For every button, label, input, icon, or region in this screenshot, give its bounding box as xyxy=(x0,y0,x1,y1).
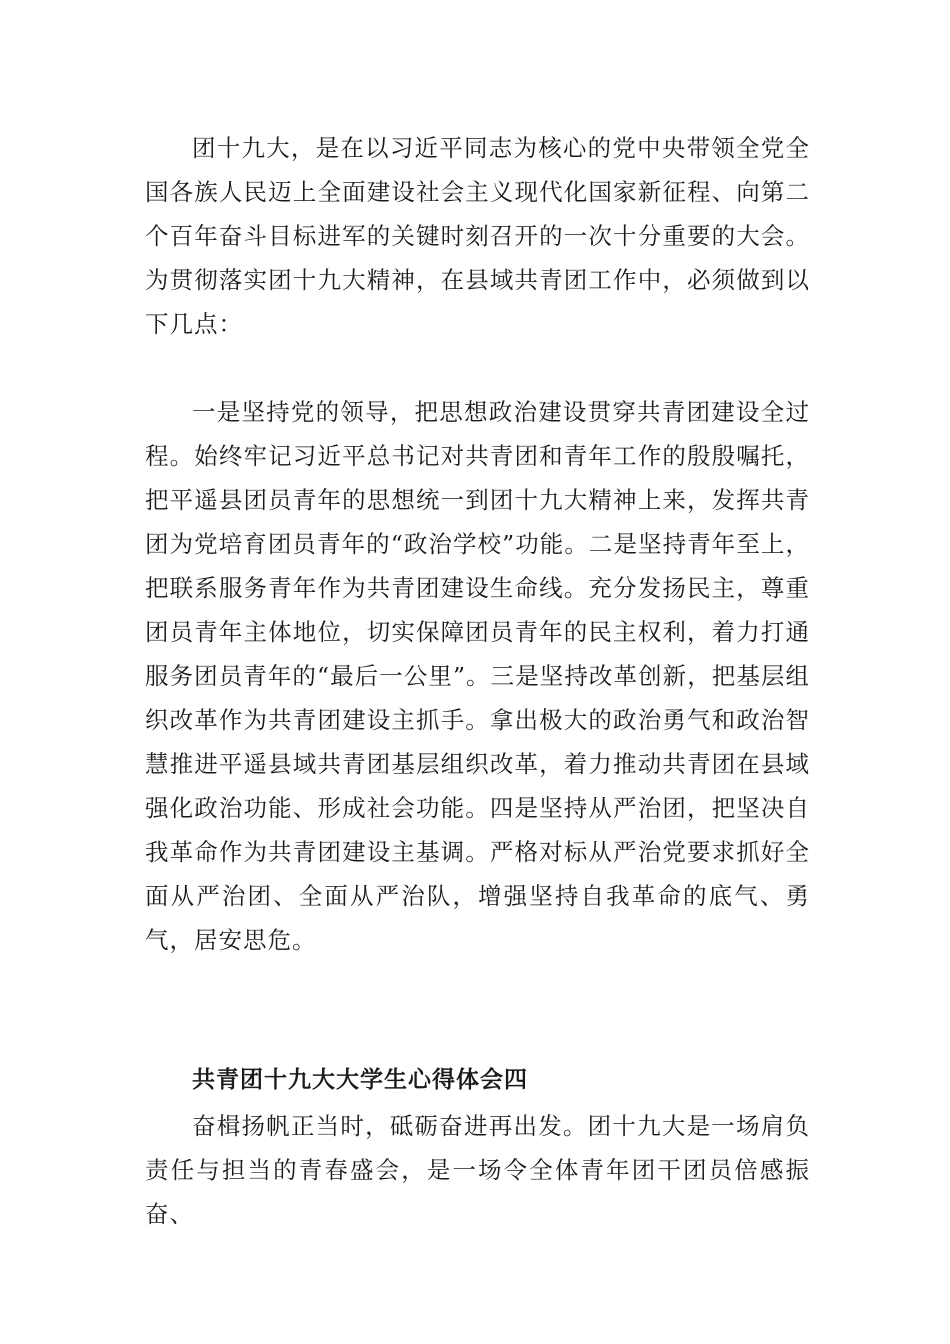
paragraph-intro-block xyxy=(145,126,810,346)
paragraph-points-block xyxy=(145,390,810,962)
paragraph-final-block xyxy=(145,1104,810,1236)
paragraph-points: 一是坚持党的领导，把思想政治建设贯穿共青团建设全过程。始终牢记习近平总书记对共青团和青年工作的殷殷嘱托，把平遥县团员青年的思想统一到团十九大精神上来，发挥共青团为党培育团员青年的“政治学校”功能。二是坚持青年至上，把联系服务青年作为共青团建设生命线。充分发扬民主，尊重团员青年主体地位，切实保障团员青年的民主权利，着力打通服务团员青年的“最后一公里”。三是坚持改革创新，把基层组织改革作为共青团建设主抓手。拿出极大的政治勇气和政治智慧推进平遥县域共青团基层组织改革，着力推动共青团在县域强化政治功能、形成社会功能。四是坚持从严治团，把坚决自我革命作为共青团建设主基调。严格对标从严治党要求抓好全面从严治团、全面从严治队，增强坚持自我革命的底气、勇气，居安思危。 xyxy=(145,398,810,954)
section-heading: 共青团十九大大学生心得体会四 xyxy=(192,1067,528,1093)
paragraph-final: 奋楫扬帆正当时，砥砺奋进再出发。团十九大是一场肩负责任与担当的青春盛会，是一场令全体青年团干团员倍感振奋、 xyxy=(145,1112,810,1228)
paragraph-intro: 团十九大，是在以习近平同志为核心的党中央带领全党全国各族人民迈上全面建设社会主义现代化国家新征程、向第二个百年奋斗目标进军的关键时刻召开的一次十分重要的大会。为贯彻落实团十九大精神，在县域共青团工作中，必须做到以下几点： xyxy=(145,134,810,338)
